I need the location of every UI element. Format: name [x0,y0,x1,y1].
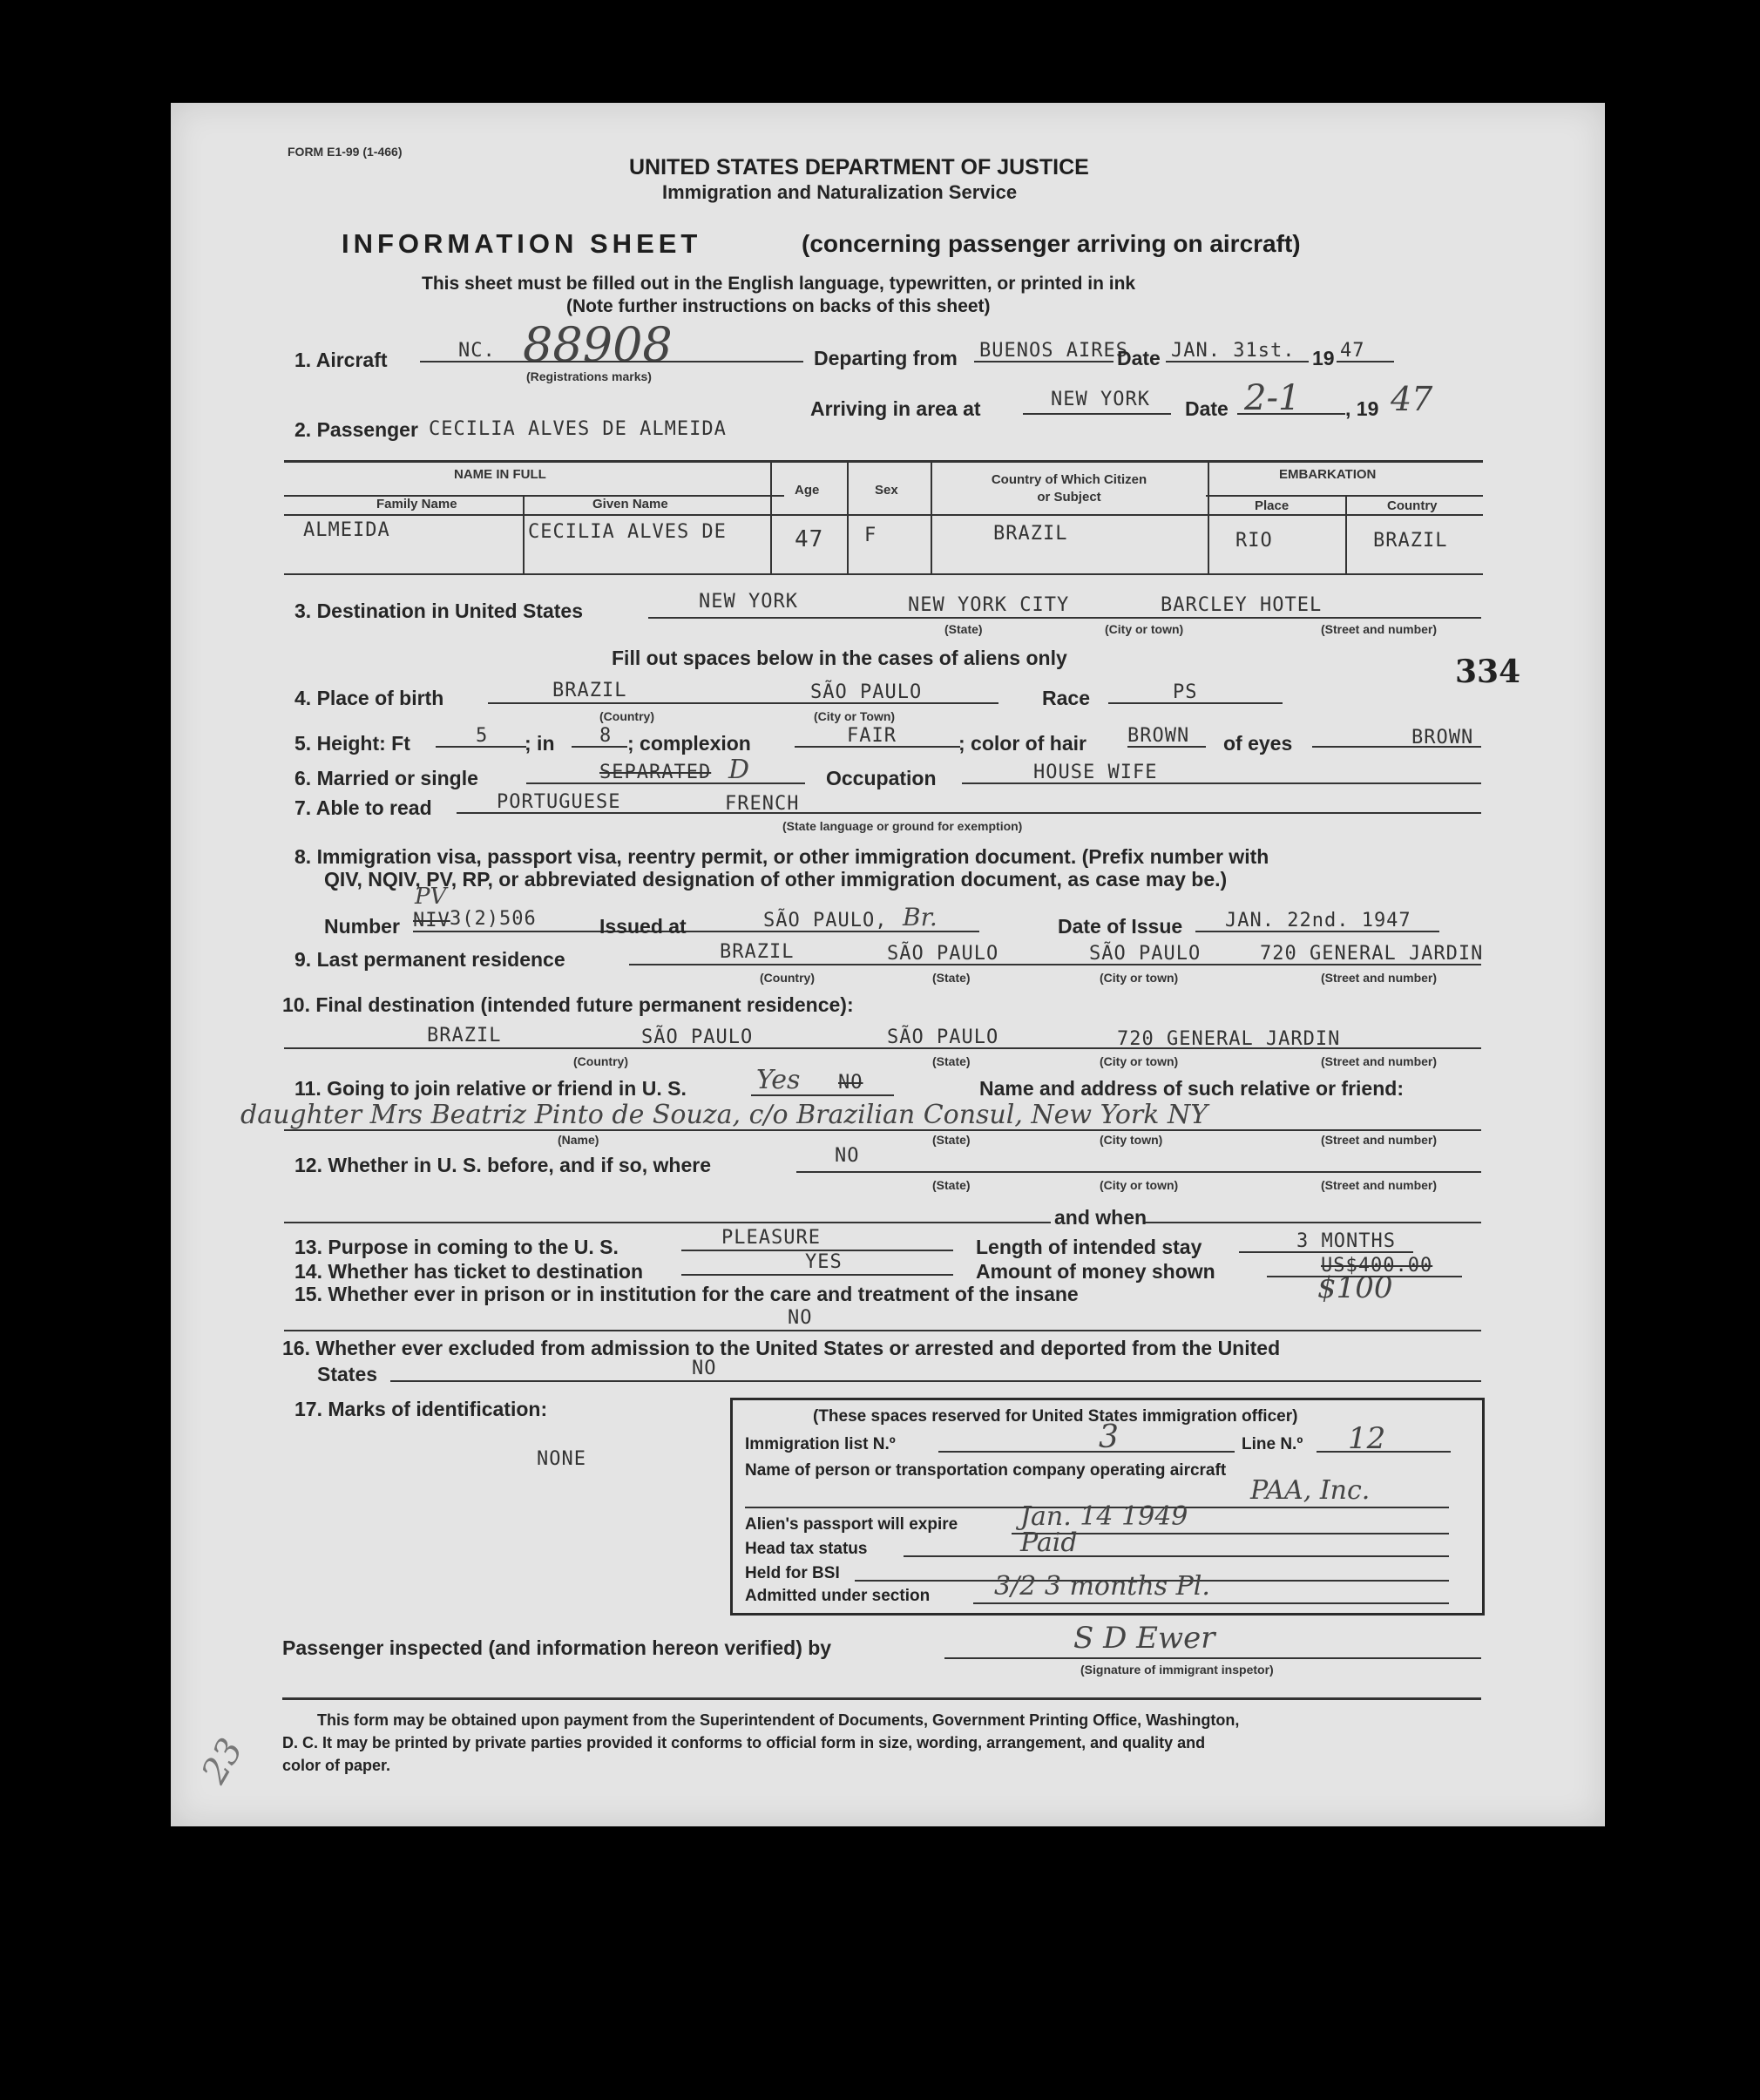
before-city-caption: (City or town) [1100,1178,1179,1192]
citizen-header: Country of Which Citizen [991,472,1147,487]
departing-label: Departing from [814,347,958,369]
money-label: Amount of money shown [976,1260,1215,1283]
purpose-label: 13. Purpose in coming to the U. S. [294,1236,619,1258]
family-name-header: Family Name [376,497,457,511]
money-hand: $100 [1317,1270,1393,1305]
join-relative-label: 11. Going to join relative or friend in U. S. [294,1077,687,1100]
sex-cell: F [864,525,877,546]
destination-city-caption: (City or town) [1105,622,1184,636]
list-value: 3 [1099,1419,1119,1455]
inspector-signature: S D Ewer [1073,1621,1215,1656]
departing-value: BUENOS AIRES [979,340,1128,362]
money-struck: US$400.00 [1321,1255,1433,1277]
destination-label: 3. Destination in United States [294,600,583,622]
final-destination-city-caption: (City or town) [1100,1054,1179,1068]
visa-line-2: QIV, NQIV, PV, RP, or abbreviated designation of other immigration document, as case may be.) [324,868,1228,891]
issued-hand: Br. [903,903,938,931]
sex-header: Sex [875,483,898,498]
footer-line-2: D. C. It may be printed by private parties provided it conforms to official form in size, wording, arrangement, and quality and [282,1734,1206,1751]
bsi-label: Held for BSI [745,1564,840,1582]
aircraft-label: 1. Aircraft [294,349,388,371]
arriving-date-value: 2-1 [1244,378,1301,418]
passenger-value: CECILIA ALVES DE ALMEIDA [429,418,727,440]
occupation-label: Occupation [826,767,937,789]
passport-value: Jan. 14 1949 [1020,1501,1188,1532]
destination-street: BARCLEY HOTEL [1161,594,1323,616]
stay-value: 3 MONTHS [1296,1230,1396,1252]
birth-city: SÃO PAULO [810,681,923,703]
visa-number-hand: PV [415,884,447,910]
final-destination-street-caption: (Street and number) [1321,1054,1438,1068]
year-prefix: 19 [1312,347,1335,369]
complexion-label: ; complexion [627,732,751,755]
destination-street-caption: (Street and number) [1321,622,1438,636]
excluded-line-2: States [317,1363,378,1385]
eyes-label: of eyes [1223,732,1293,755]
date-value: JAN. 31st. [1171,340,1296,362]
instruction-line-1: This sheet must be filled out in the English language, typewritten, or printed in ink [422,274,1136,294]
age-header: Age [795,483,820,498]
destination-state: NEW YORK [699,591,798,613]
race-value: PS [1173,681,1198,703]
footer-line-1: This form may be obtained upon payment from the Superintendent of Documents, Government Printing Office, Washington, [317,1711,1240,1729]
officer-box [730,1398,1485,1616]
subject-header: or Subject [1037,490,1101,505]
age-cell: 47 [795,526,824,552]
visa-line-1: 8. Immigration visa, passport visa, reentry permit, or other immigration document. (Prefix number with [294,845,1269,868]
read-language-2: FRENCH [725,793,800,815]
line-value: 12 [1348,1421,1386,1456]
arriving-label: Arriving in area at [810,397,981,420]
relative-address-label: Name and address of such relative or friend: [979,1077,1404,1100]
date-issue-value: JAN. 22nd. 1947 [1225,910,1411,931]
final-destination-label: 10. Final destination (intended future permanent residence): [282,993,854,1016]
department-title: UNITED STATES DEPARTMENT OF JUSTICE [629,155,1089,180]
form-subtitle: (concerning passenger arriving on aircraft) [802,230,1301,257]
given-name-cell: CECILIA ALVES DE [528,521,727,543]
instruction-line-2: (Note further instructions on backs of this sheet) [566,296,991,316]
birth-label: 4. Place of birth [294,687,444,709]
year-value: 47 [1340,340,1365,362]
passport-label: Alien's passport will expire [745,1515,958,1534]
read-language-1: PORTUGUESE [497,791,621,813]
last-residence-street-caption: (Street and number) [1321,971,1438,985]
height-label: 5. Height: Ft [294,732,410,755]
relative-name-caption: (Name) [558,1133,599,1147]
issued-label: Issued at [599,915,687,938]
date-label: Date [1117,347,1161,369]
final-destination-state-caption: (State) [932,1054,971,1068]
before-state-caption: (State) [932,1178,971,1192]
embark-country-cell: BRAZIL [1373,530,1448,552]
arriving-date-label: Date [1185,397,1229,420]
headtax-value: Paid [1020,1528,1078,1558]
signature-caption: (Signature of immigrant inspetor) [1080,1663,1274,1677]
height-inches: 8 [599,725,613,747]
last-residence-street: 720 GENERAL JARDIN [1260,943,1484,965]
last-residence-state-caption: (State) [932,971,971,985]
marital-hand-mark: D [728,755,750,785]
before-label: 12. Whether in U. S. before, and if so, where [294,1154,711,1176]
arriving-year-prefix: , 19 [1345,397,1379,420]
passenger-label: 2. Passenger [294,418,418,441]
last-residence-country: BRAZIL [720,941,795,963]
embarkation-header: EMBARKATION [1279,467,1377,482]
before-street-caption: (Street and number) [1321,1178,1438,1192]
inches-label: ; in [525,732,555,755]
destination-state-caption: (State) [944,622,983,636]
visa-number-value: 3(2)506 [450,908,537,930]
before-value: NO [835,1145,860,1167]
destination-city: NEW YORK CITY [908,594,1070,616]
country-header: Country [1387,498,1438,513]
final-destination-state: SÃO PAULO [641,1026,754,1048]
aliens-note: Fill out spaces below in the cases of aliens only [612,647,1067,669]
last-residence-country-caption: (Country) [760,971,815,985]
family-name-cell: ALMEIDA [303,519,390,541]
admitted-label: Admitted under section [745,1587,931,1605]
footer-line-3: color of paper. [282,1757,391,1774]
place-header: Place [1255,498,1290,513]
complexion-value: FAIR [847,725,897,747]
and-when-label: and when [1054,1206,1147,1229]
relative-city-caption: (City town) [1100,1133,1163,1147]
officer-heading: (These spaces reserved for United States immigration officer) [813,1407,1298,1426]
aircraft-number: 88908 [523,317,673,372]
marital-value: SEPARATED [599,762,712,783]
aircraft-prefix: NC. [458,340,496,362]
form-title: INFORMATION SHEET [342,228,702,259]
last-residence-city: SÃO PAULO [1089,943,1202,965]
last-residence-label: 9. Last permanent residence [294,948,565,971]
form-sheet [171,103,1605,1826]
final-destination-street: 720 GENERAL JARDIN [1117,1028,1341,1050]
marks-value: NONE [537,1448,586,1470]
margin-note: 23 [193,1731,252,1791]
name-in-full-header: NAME IN FULL [454,467,546,482]
last-residence-state: SÃO PAULO [887,943,999,965]
line-label: Line N.º [1242,1435,1303,1453]
relative-street-caption: (Street and number) [1321,1133,1438,1147]
prison-value: NO [788,1307,813,1329]
list-label: Immigration list N.º [745,1435,896,1453]
marks-label: 17. Marks of identification: [294,1398,548,1420]
headtax-label: Head tax status [745,1540,868,1558]
join-relative-hand: Yes [756,1065,801,1095]
relative-hand-line: daughter Mrs Beatriz Pinto de Souza, c/o Brazilian Consul, New York NY [240,1100,1208,1130]
registration-caption: (Registrations marks) [526,369,652,383]
citizen-cell: BRAZIL [993,523,1068,545]
place-cell: RIO [1235,530,1273,552]
admitted-value: 3/2 3 months Pl. [994,1571,1210,1602]
issued-value: SÃO PAULO, [763,910,888,931]
service-title: Immigration and Naturalization Service [662,181,1018,203]
race-label: Race [1042,687,1090,709]
form-id: FORM E1-99 (1-466) [288,145,403,159]
hair-value: BROWN [1127,725,1190,747]
ticket-label: 14. Whether has ticket to destination [294,1260,644,1283]
stay-label: Length of intended stay [976,1236,1202,1258]
final-destination-country-caption: (Country) [573,1054,628,1068]
birth-country: BRAZIL [552,680,627,701]
arriving-value: NEW YORK [1051,389,1150,410]
occupation-value: HOUSE WIFE [1033,762,1158,783]
prison-label: 15. Whether ever in prison or in institution for the care and treatment of the insane [294,1283,1079,1305]
purpose-value: PLEASURE [721,1227,821,1249]
date-issue-label: Date of Issue [1058,915,1183,938]
birth-country-caption: (Country) [599,709,654,723]
height-feet: 5 [476,725,489,747]
operator-label: Name of person or transportation company operating aircraft [745,1461,1227,1480]
final-destination-country: BRAZIL [427,1025,502,1047]
sheet-number: 334 [1455,654,1521,690]
read-caption: (State language or ground for exemption) [782,819,1023,833]
last-residence-city-caption: (City or town) [1100,971,1179,985]
read-label: 7. Able to read [294,796,432,819]
birth-city-caption: (City or Town) [814,709,896,723]
arriving-year-value: 47 [1391,380,1433,418]
visa-number-label: Number [324,915,400,938]
eyes-value: BROWN [1411,727,1474,749]
marital-label: 6. Married or single [294,767,478,789]
operator-value: PAA, Inc. [1250,1475,1371,1506]
relative-state-caption: (State) [932,1133,971,1147]
join-relative-struck: NO [838,1072,863,1094]
excluded-line-1: 16. Whether ever excluded from admission to the United States or arrested and deported from the United [282,1337,1281,1359]
given-name-header: Given Name [592,497,668,511]
inspection-label: Passenger inspected (and information hereon verified) by [282,1636,832,1659]
final-destination-city: SÃO PAULO [887,1026,999,1048]
excluded-value: NO [692,1358,717,1379]
hair-label: ; color of hair [958,732,1086,755]
visa-number-struck: NIV [413,910,450,931]
ticket-value: YES [805,1251,843,1273]
